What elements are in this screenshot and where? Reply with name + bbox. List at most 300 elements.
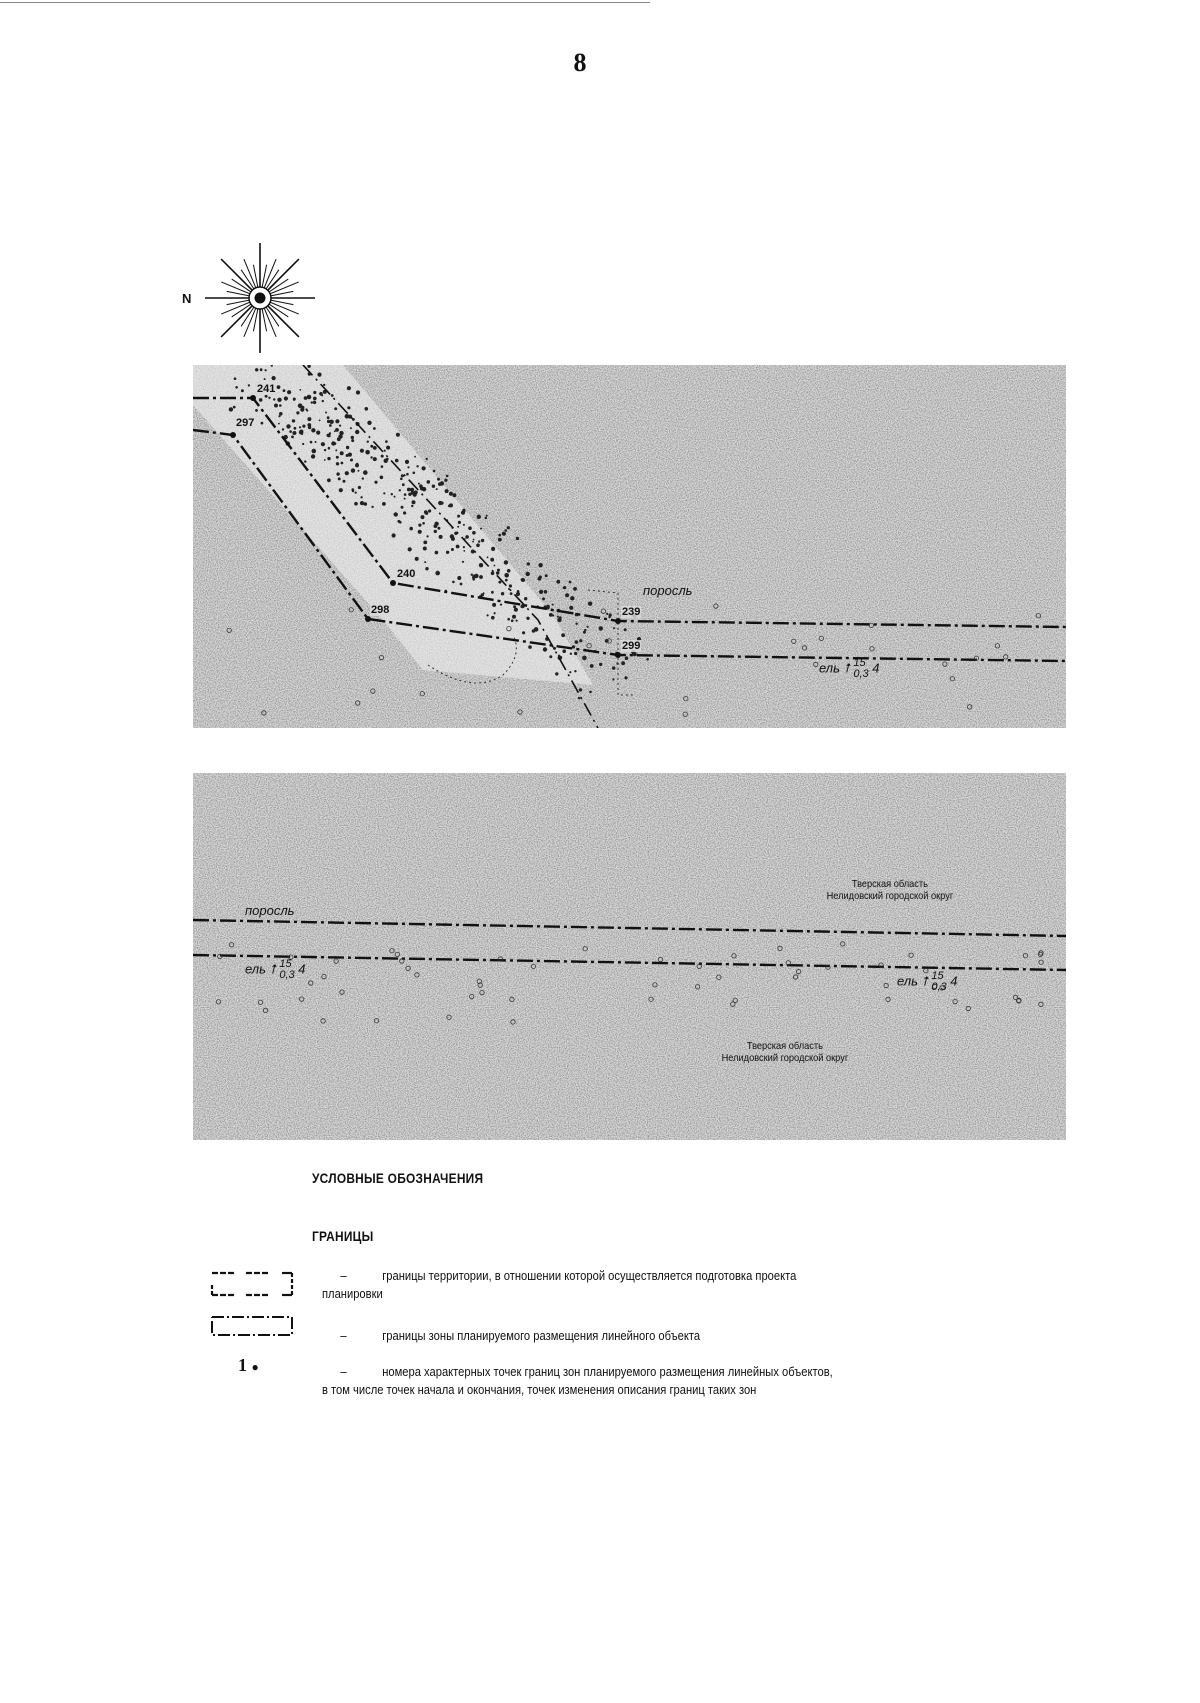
forest-dot xyxy=(510,592,513,595)
forest-dot xyxy=(599,663,602,666)
forest-dot xyxy=(456,545,460,549)
forest-dot xyxy=(451,537,455,541)
forest-dot xyxy=(504,560,508,564)
legend-dash: – xyxy=(340,1364,347,1379)
north-letter: N xyxy=(182,291,192,306)
legend-item-territory xyxy=(210,1267,1010,1317)
forest-dot xyxy=(406,473,409,476)
forest-dot xyxy=(381,465,384,468)
forest-dot xyxy=(265,369,267,371)
forest-dot xyxy=(504,573,509,578)
forest-dot xyxy=(306,410,308,412)
forest-dot xyxy=(491,572,495,576)
forest-dot xyxy=(336,456,339,459)
forest-dot xyxy=(555,672,558,675)
forest-dot xyxy=(277,385,281,389)
forest-dot xyxy=(549,613,553,617)
forest-dot xyxy=(313,397,317,401)
forest-dot xyxy=(385,440,388,443)
forest-dot xyxy=(371,506,373,508)
forest-dot xyxy=(418,530,422,534)
forest-dot xyxy=(350,459,353,462)
forest-dot xyxy=(460,583,463,586)
forest-dot xyxy=(307,395,312,400)
forest-dot xyxy=(573,587,577,591)
forest-dot xyxy=(543,647,547,651)
forest-dot xyxy=(383,492,385,494)
forest-dot xyxy=(457,526,459,528)
forest-dot xyxy=(549,655,552,658)
forest-dot xyxy=(351,439,354,442)
forest-dot xyxy=(415,557,419,561)
forest-dot xyxy=(283,389,286,392)
region-name: Тверская область xyxy=(746,1040,823,1052)
forest-dot xyxy=(316,431,320,435)
forest-dot xyxy=(491,547,495,551)
forest-dot xyxy=(365,450,370,455)
forest-dot xyxy=(329,424,332,427)
forest-dot xyxy=(373,427,376,430)
forest-dot xyxy=(233,406,236,409)
forest-dot xyxy=(302,443,304,445)
forest-dot xyxy=(418,483,420,485)
forest-dot xyxy=(542,597,545,600)
forest-dot xyxy=(497,569,500,572)
forest-dot xyxy=(609,613,612,616)
forest-dot xyxy=(235,386,238,389)
forest-dot xyxy=(491,616,495,620)
forest-dot xyxy=(563,587,566,590)
forest-dot xyxy=(312,449,317,454)
forest-dot xyxy=(358,486,361,489)
forest-dot xyxy=(307,417,311,421)
forest-dot xyxy=(472,578,475,581)
tree-height: 15 xyxy=(931,970,944,982)
forest-dot xyxy=(374,481,377,484)
forest-dot xyxy=(272,376,276,380)
legend-title: УСЛОВНЫЕ ОБОЗНАЧЕНИЯ xyxy=(312,1170,484,1186)
forest-dot xyxy=(487,614,489,616)
forest-dot xyxy=(474,574,478,578)
boundary-point-marker xyxy=(390,580,396,586)
point-number-example: 1 xyxy=(238,1355,247,1375)
forest-dot xyxy=(234,377,237,380)
forest-dot xyxy=(396,433,400,437)
forest-dot xyxy=(367,421,371,425)
forest-dot xyxy=(481,539,484,542)
forest-dot xyxy=(363,470,368,475)
forest-dot xyxy=(294,427,297,430)
point-number-symbol xyxy=(238,1355,259,1376)
forest-dot xyxy=(521,578,525,582)
tree-species: ель xyxy=(897,973,918,989)
forest-dot xyxy=(400,478,403,481)
tree-distance: 4 xyxy=(950,973,958,989)
forest-dot xyxy=(463,524,465,526)
forest-dot xyxy=(300,408,304,412)
forest-dot xyxy=(327,478,331,482)
forest-dot xyxy=(569,581,572,584)
forest-dot xyxy=(255,368,258,371)
forest-dot xyxy=(624,628,627,631)
forest-dot xyxy=(404,498,406,500)
forest-dot xyxy=(479,563,483,567)
compass-rose-icon xyxy=(180,238,330,358)
forest-dot xyxy=(574,652,577,655)
forest-dot xyxy=(612,678,614,680)
forest-dot xyxy=(486,515,488,517)
forest-dot xyxy=(524,597,527,600)
forest-dot xyxy=(328,447,331,450)
legend-dash: – xyxy=(340,1328,347,1343)
forest-dot xyxy=(327,420,330,423)
forest-dot xyxy=(589,691,592,694)
forest-dot xyxy=(538,577,542,581)
forest-dot xyxy=(337,437,341,441)
forest-dot xyxy=(340,451,344,455)
forest-dot xyxy=(516,537,519,540)
forest-dot xyxy=(436,488,438,490)
forest-dot xyxy=(347,406,350,409)
forest-dot xyxy=(399,489,401,491)
forest-dot xyxy=(380,476,384,480)
tree-symbol xyxy=(245,959,306,981)
forest-dot xyxy=(432,485,435,488)
forest-dot xyxy=(296,411,299,414)
forest-dot xyxy=(561,633,565,637)
forest-dot xyxy=(463,546,465,548)
forest-dot xyxy=(298,403,303,408)
forest-dot xyxy=(397,520,400,523)
forest-dot xyxy=(352,488,355,491)
forest-dot xyxy=(334,430,336,432)
district-name: Нелидовский городской округ xyxy=(721,1052,849,1064)
forest-dot xyxy=(496,571,500,575)
forest-dot xyxy=(539,590,543,594)
forest-dot xyxy=(599,626,603,630)
forest-dot xyxy=(451,548,454,551)
legend-item-text: границы зоны планируемого размещения линейного объекта xyxy=(382,1328,701,1343)
legend-item-zone xyxy=(210,1313,1010,1343)
forest-dot xyxy=(500,604,502,606)
territory-boundary-symbol xyxy=(210,1267,305,1301)
forest-dot xyxy=(505,579,508,582)
forest-dot xyxy=(395,459,399,463)
forest-dot xyxy=(278,415,280,417)
forest-dot xyxy=(517,590,520,593)
map-panel-lower xyxy=(193,773,1066,1140)
forest-dot xyxy=(422,487,426,491)
forest-dot xyxy=(473,539,475,541)
legend-section-title: ГРАНИЦЫ xyxy=(312,1228,374,1244)
forest-dot xyxy=(435,551,439,555)
forest-dot xyxy=(350,427,352,429)
forest-dot xyxy=(278,423,280,425)
legend-item-text-cont: в том числе точек начала и окончания, точек изменения описания границ таких зон xyxy=(322,1382,757,1397)
forest-dot xyxy=(367,441,369,443)
tree-diameter: 0,3 xyxy=(279,969,295,981)
forest-dot xyxy=(324,459,326,461)
forest-dot xyxy=(311,401,313,403)
forest-dot xyxy=(412,500,416,504)
forest-dot xyxy=(425,512,428,515)
forest-dot xyxy=(404,493,407,496)
forest-dot xyxy=(440,501,443,504)
forest-dot xyxy=(408,547,412,551)
forest-dot xyxy=(498,581,501,584)
boundary-point-marker xyxy=(230,432,236,438)
forest-dot xyxy=(491,591,494,594)
forest-dot xyxy=(327,457,330,460)
forest-dot xyxy=(360,496,362,498)
forest-dot xyxy=(452,581,455,584)
forest-dot xyxy=(255,409,258,412)
forest-dot xyxy=(646,658,649,661)
forest-dot xyxy=(351,436,354,439)
forest-dot xyxy=(331,394,334,397)
forest-dot xyxy=(624,676,627,679)
forest-dot xyxy=(339,425,341,427)
forest-dot xyxy=(392,533,396,537)
forest-dot xyxy=(501,592,504,595)
forest-dot xyxy=(394,513,396,515)
forest-dot xyxy=(384,459,388,463)
point-label-239: 239 xyxy=(622,606,641,618)
forest-dot xyxy=(413,472,416,475)
forest-dot xyxy=(365,407,369,411)
forest-dot xyxy=(289,430,292,433)
forest-dot xyxy=(319,420,321,422)
forest-dot xyxy=(362,477,364,479)
forest-dot xyxy=(403,511,406,514)
forest-dot xyxy=(373,457,377,461)
forest-dot xyxy=(472,541,474,543)
legend-dash: – xyxy=(340,1268,347,1283)
forest-dot xyxy=(343,480,346,483)
forest-dot xyxy=(370,456,372,458)
conifer-icon: ⭡ xyxy=(269,961,276,977)
forest-dot xyxy=(440,481,444,485)
forest-dot xyxy=(578,697,581,700)
forest-dot xyxy=(463,550,465,552)
forest-dot xyxy=(248,384,250,386)
forest-dot xyxy=(490,558,494,562)
forest-dot xyxy=(401,506,404,509)
forest-dot xyxy=(579,688,582,691)
forest-dot xyxy=(458,521,461,524)
forest-dot xyxy=(274,404,278,408)
forest-dot xyxy=(323,384,325,386)
forest-dot xyxy=(341,462,344,465)
compass-center-dot xyxy=(255,293,265,303)
forest-dot xyxy=(268,397,270,399)
forest-dot xyxy=(313,401,316,404)
vegetation-label: поросль xyxy=(245,903,295,918)
forest-dot xyxy=(279,404,282,407)
forest-dot xyxy=(527,562,530,565)
forest-dot xyxy=(384,450,386,452)
conifer-icon: ⭡ xyxy=(921,973,928,989)
forest-dot xyxy=(360,449,364,453)
forest-dot xyxy=(370,445,373,448)
forest-dot xyxy=(336,462,339,465)
forest-dot xyxy=(325,412,327,414)
forest-dot xyxy=(507,618,510,621)
forest-dot xyxy=(556,580,560,584)
forest-dot xyxy=(260,368,263,371)
point-label-298: 298 xyxy=(371,604,390,616)
forest-dot xyxy=(282,428,284,430)
forest-dot xyxy=(264,378,266,380)
forest-dot xyxy=(553,647,556,650)
forest-dot xyxy=(335,449,337,451)
forest-dot xyxy=(528,645,532,649)
forest-dot xyxy=(299,426,301,428)
forest-dot xyxy=(411,505,413,507)
legend-item-text: границы территории, в отношении которой осуществляется подготовка проекта xyxy=(382,1268,797,1283)
forest-dot xyxy=(354,502,358,506)
forest-dot xyxy=(494,612,496,614)
page-number: 8 xyxy=(573,48,587,77)
forest-dot xyxy=(427,480,431,484)
tree-height: 15 xyxy=(853,657,866,669)
forest-dot xyxy=(336,472,339,475)
forest-dot xyxy=(444,479,447,482)
forest-dot xyxy=(516,592,520,596)
forest-dot xyxy=(487,556,489,558)
region-label-bottom xyxy=(722,1040,849,1064)
tree-distance: 4 xyxy=(872,660,880,676)
forest-dot xyxy=(479,575,483,579)
forest-dot xyxy=(570,653,572,655)
forest-dot xyxy=(241,389,244,392)
legend-item-points xyxy=(210,1355,1010,1405)
forest-dot xyxy=(394,496,396,498)
forest-dot xyxy=(480,528,482,530)
forest-dot xyxy=(381,455,384,458)
forest-dot xyxy=(570,596,574,600)
forest-dot xyxy=(317,373,321,377)
forest-dot xyxy=(512,615,516,619)
forest-dot xyxy=(452,493,456,497)
forest-dot xyxy=(565,593,569,597)
legend-item-text-cont: планировки xyxy=(322,1286,383,1301)
forest-dot xyxy=(265,395,268,398)
forest-dot xyxy=(304,396,308,400)
forest-dot xyxy=(569,606,573,610)
forest-dot xyxy=(308,426,311,429)
forest-dot xyxy=(373,446,377,450)
forest-dot xyxy=(302,425,305,428)
forest-dot xyxy=(286,424,290,428)
forest-dot xyxy=(360,501,364,505)
forest-dot xyxy=(311,454,315,458)
forest-dot xyxy=(434,530,437,533)
forest-dot xyxy=(426,458,428,460)
forest-dot xyxy=(434,524,438,528)
forest-dot xyxy=(621,661,625,665)
forest-dot xyxy=(511,619,514,622)
forest-dot xyxy=(513,605,516,608)
forest-dot xyxy=(481,593,484,596)
forest-dot xyxy=(477,515,481,519)
forest-dot xyxy=(425,567,428,570)
tree-symbol xyxy=(819,658,880,680)
forest-dot xyxy=(485,517,488,520)
forest-dot xyxy=(346,454,349,457)
forest-dot xyxy=(358,470,360,472)
forest-dot xyxy=(422,522,425,525)
forest-dot xyxy=(409,527,413,531)
forest-dot xyxy=(569,671,571,673)
forest-dot xyxy=(322,400,324,402)
forest-dot xyxy=(416,465,418,467)
forest-dot xyxy=(335,419,339,423)
forest-dot xyxy=(588,602,592,606)
forest-dot xyxy=(574,670,576,672)
tree-diameter: 0,3 xyxy=(931,981,947,993)
forest-dot xyxy=(562,649,566,653)
forest-dot xyxy=(229,407,233,411)
conifer-icon: ⭡ xyxy=(843,660,850,676)
forest-dot xyxy=(292,431,296,435)
forest-dot xyxy=(575,640,579,644)
forest-dot xyxy=(293,399,295,401)
forest-dot xyxy=(346,446,349,449)
forest-dot xyxy=(421,515,425,519)
boundary-point-marker xyxy=(250,395,256,401)
forest-dot xyxy=(418,524,421,527)
boundary-point-marker xyxy=(365,616,371,622)
boundary-point-marker xyxy=(615,618,621,624)
forest-dot xyxy=(355,430,359,434)
forest-dot xyxy=(522,631,525,634)
forest-dot xyxy=(329,432,331,434)
forest-dot xyxy=(382,502,386,506)
forest-dot xyxy=(279,412,283,416)
forest-dot xyxy=(299,430,304,435)
forest-dot xyxy=(345,471,349,475)
forest-dot xyxy=(545,574,548,577)
forest-dot xyxy=(355,492,357,494)
tree-height: 15 xyxy=(279,958,292,970)
forest-dot xyxy=(391,493,393,495)
forest-dot xyxy=(552,604,554,606)
forest-dot xyxy=(315,441,317,443)
forest-dot xyxy=(538,563,542,567)
point-label-240: 240 xyxy=(397,568,416,580)
forest-dot xyxy=(364,502,368,506)
forest-dot xyxy=(386,446,390,450)
forest-dot xyxy=(445,489,449,493)
point-dot-icon: ● xyxy=(251,1360,259,1374)
forest-dot xyxy=(334,442,337,445)
region-name: Тверская область xyxy=(851,878,928,890)
forest-dot xyxy=(407,466,409,468)
forest-dot xyxy=(413,493,417,497)
forest-dot xyxy=(471,574,473,576)
forest-dot xyxy=(273,398,275,400)
forest-dot xyxy=(310,441,313,444)
forest-dot xyxy=(419,484,423,488)
forest-dot xyxy=(505,529,508,532)
zone-boundary-symbol xyxy=(210,1313,305,1339)
forest-dot xyxy=(557,618,561,622)
forest-dot xyxy=(437,478,440,481)
forest-dot xyxy=(509,584,512,587)
tree-diameter: 0,3 xyxy=(853,668,869,680)
legend-item-text: номера характерных точек границ зон планируемого размещения линейных объектов, xyxy=(382,1364,833,1379)
